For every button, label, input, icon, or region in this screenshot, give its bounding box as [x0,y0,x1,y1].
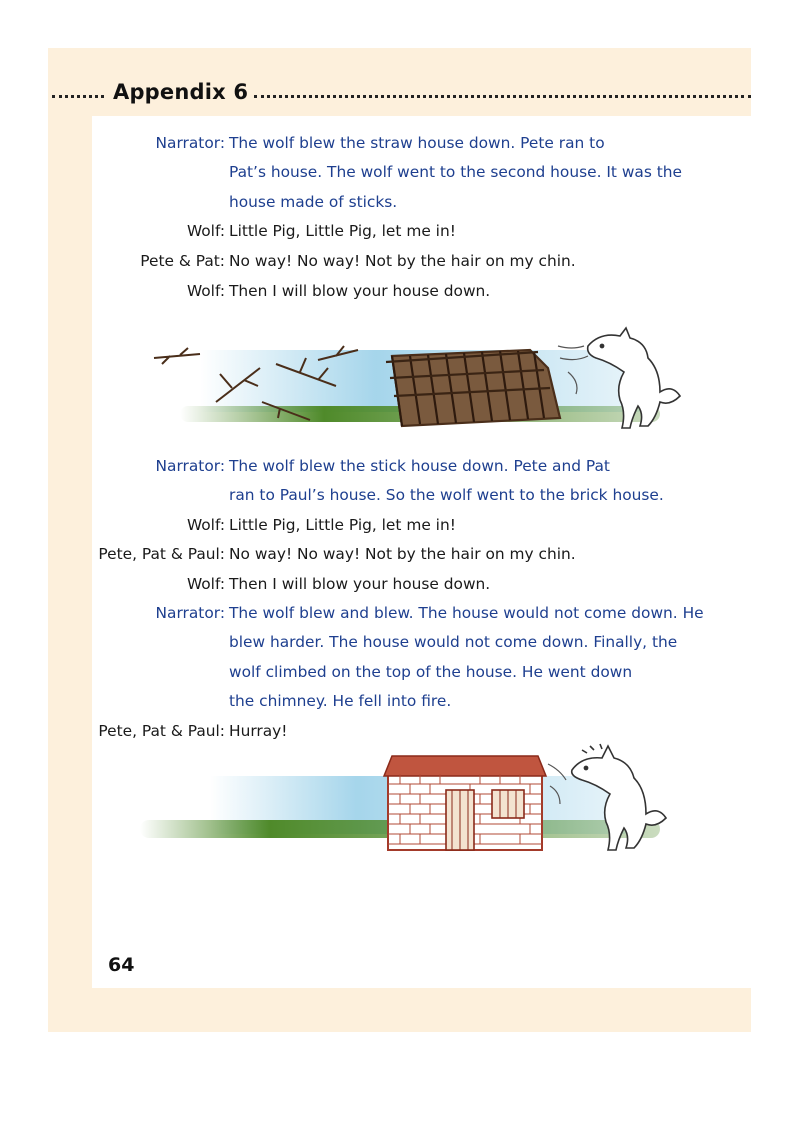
dialogue-text: the chimney. He fell into fire. [229,692,452,710]
stick-house [386,350,560,426]
stick-house-illustration [140,322,700,442]
brick-house-illustration [130,740,690,860]
dialogue-text: blew harder. The house would not come down. Finally, the [229,633,678,651]
speaker-label: Narrator: [155,134,225,152]
speaker-label: Wolf: [186,575,225,593]
speaker-label: Wolf: [186,516,225,534]
dialogue-text: wolf climbed on the top of the house. He went down [229,663,633,681]
speaker-label: Narrator: [155,604,225,622]
header-dots-left [52,95,104,98]
speaker-label: Wolf: [186,282,225,300]
page-number: 64 [108,954,135,976]
dialogue-text: Little Pig, Little Pig, let me in! [229,222,456,240]
dialogue-text: Then I will blow your house down. [229,575,491,593]
dialogue-text: house made of sticks. [229,193,398,211]
speaker-label: Wolf: [186,222,225,240]
dialogue-text: The wolf blew and blew. The house would not come down. He [229,604,704,622]
speaker-label: Pete & Pat: [140,252,225,270]
dialogue-text: The wolf blew the stick house down. Pete and Pat [229,457,610,475]
dialogue-text: No way! No way! Not by the hair on my chin. [229,545,576,563]
page-title: Appendix 6 [113,80,249,104]
brick-house [384,756,546,850]
dialogue-text: Then I will blow your house down. [229,282,491,300]
dialogue-text: Little Pig, Little Pig, let me in! [229,516,456,534]
speaker-label: Narrator: [155,457,225,475]
dialogue-text: The wolf blew the straw house down. Pete ran to [229,134,605,152]
speaker-label: Pete, Pat & Paul: [98,545,225,563]
dialogue-text: ran to Paul’s house. So the wolf went to the brick house. [229,486,664,504]
speaker-label: Pete, Pat & Paul: [98,722,225,740]
header-dots-right [254,95,751,98]
dialogue-text: Hurray! [229,722,288,740]
dialogue-text: No way! No way! Not by the hair on my chin. [229,252,576,270]
appendix-header [48,78,751,112]
dialogue-text: Pat’s house. The wolf went to the second house. It was the [229,163,683,181]
